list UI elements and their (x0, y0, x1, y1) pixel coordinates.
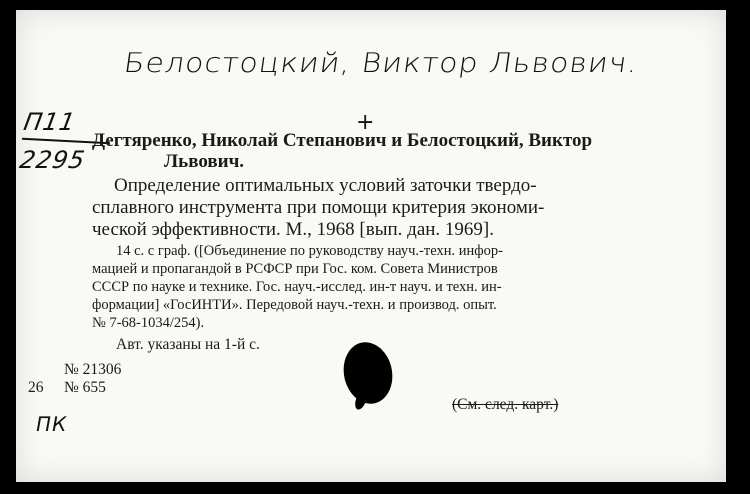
title-line-1: Определение оптимальных условий заточки твердо- (114, 175, 537, 196)
registry-number-2: № 655 (64, 379, 106, 396)
registry-number: № 21306 (64, 361, 122, 378)
shelf-mark-bottom: 2295 (17, 146, 88, 174)
authors-note: Авт. указаны на 1-й с. (116, 336, 260, 353)
title-line-2: сплавного инструмента при помощи критерия экономи- (92, 197, 545, 218)
entry-heading-continued: Львович. (164, 151, 245, 172)
title-line-3: ческой эффективности. М., 1968 [вып. дан. 1969]. (92, 219, 495, 240)
continuation-note: (См. след. карт.) (452, 396, 559, 413)
note-line-3: СССР по науке и технике. Гос. науч.-исслед. ин-т науч. и техн. ин- (92, 279, 502, 295)
pk-mark: ПК (33, 412, 70, 436)
handwritten-author-name: Белостоцкий, Виктор Львович. (121, 47, 641, 80)
registry-prefix: 26 (28, 379, 44, 396)
shelf-mark-top: П11 (21, 108, 79, 136)
plus-mark: + (356, 110, 375, 135)
entry-heading: Дегтяренко, Николай Степанович и Белостоцкий, Виктор (92, 130, 593, 151)
note-line-1: 14 с. с граф. ([Объединение по руководству науч.-техн. инфор- (116, 243, 503, 259)
ink-smudge (338, 338, 398, 409)
note-line-2: мацией и пропагандой в РСФСР при Гос. ком. Совета Министров (92, 261, 498, 277)
catalog-card (16, 10, 726, 482)
note-line-5: № 7-68-1034/254). (92, 315, 205, 331)
note-line-4: формации] «ГосИНТИ». Передовой науч.-техн. и производ. опыт. (92, 297, 497, 313)
